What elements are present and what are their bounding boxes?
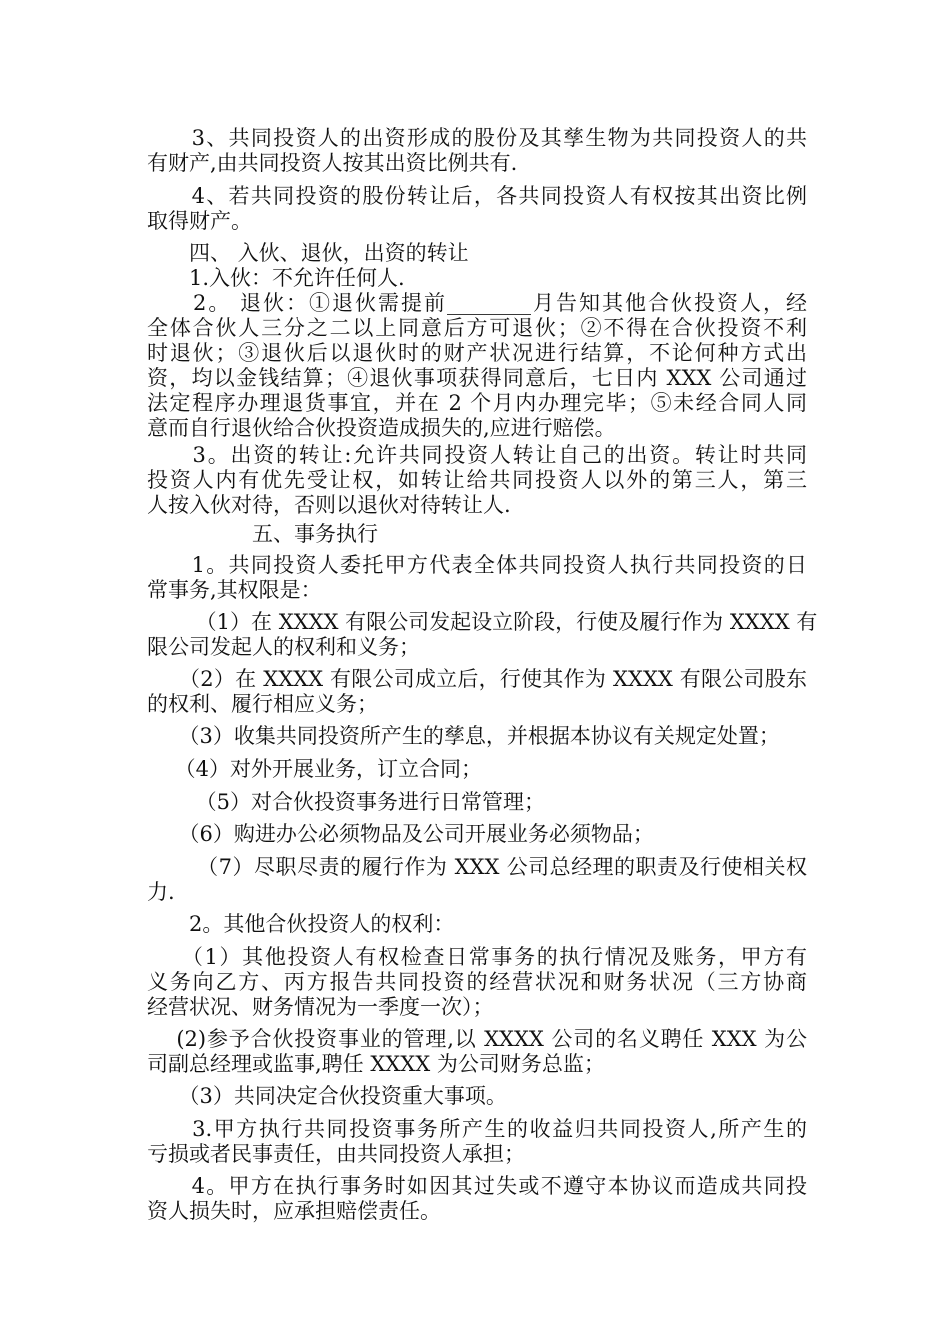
text-line: （5）对合伙投资事务进行日常管理； (147, 790, 546, 814)
text-line: 3、共同投资人的出资形成的股份及其孳生物为共同投资人的共 (147, 126, 807, 150)
paragraph (147, 291, 807, 441)
paragraph (147, 443, 807, 518)
paragraph (147, 945, 807, 1020)
paragraph (147, 126, 807, 176)
text-line: 的权利、履行相应义务； (147, 692, 378, 716)
paragraph (147, 266, 807, 291)
text-line: 司副总经理或监事,聘任 XXXX 为公司财务总监； (147, 1052, 605, 1076)
text-line: 3。出资的转让:允许共同投资人转让自己的出资。转让时共同 (147, 443, 807, 467)
text-line: 4。甲方在执行事务时如因其过失或不遵守本协议而造成共同投 (147, 1174, 807, 1198)
text-line: 1.入伙：不允许任何人. (147, 266, 405, 290)
text-line: （3）收集共同投资所产生的孳息，并根据本协议有关规定处置； (147, 724, 780, 748)
paragraph (147, 667, 807, 717)
text-line: 人按入伙对待，否则以退伙对待转让人. (147, 493, 511, 517)
text-line: 2。其他合伙投资人的权利： (147, 912, 455, 936)
paragraph (147, 184, 807, 234)
text-line: （3）共同决定合伙投资重大事项。 (147, 1084, 507, 1108)
text-line: 有财产,由共同投资人按其出资比例共有. (147, 151, 518, 175)
text-line: 2。 退伙：①退伙需提前________月告知其他合伙投资人，经 (147, 291, 807, 315)
text-line: 全体合伙人三分之二以上同意后方可退伙；②不得在合伙投资不利 (147, 316, 807, 340)
text-line: 取得财产。 (147, 209, 252, 233)
paragraph (147, 553, 807, 603)
text-line: 义务向乙方、丙方报告共同投资的经营状况和财务状况（三方协商 (147, 970, 807, 994)
text-line: 4、若共同投资的股份转让后，各共同投资人有权按其出资比例 (147, 184, 807, 208)
text-line: 经营状况、财务情况为一季度一次）； (147, 995, 494, 1019)
paragraph (147, 1174, 807, 1224)
paragraph (147, 724, 807, 749)
paragraph (147, 1084, 807, 1109)
text-line: 资人损失时，应承担赔偿责任。 (147, 1199, 441, 1223)
paragraph (147, 757, 807, 782)
text-line: （7）尽职尽责的履行作为 XXX 公司总经理的职责及行使相关权 (147, 855, 807, 879)
text-line: 1。共同投资人委托甲方代表全体共同投资人执行共同投资的日 (147, 553, 807, 577)
text-line: 五、事务执行 (147, 522, 378, 546)
text-line: 3.甲方执行共同投资事务所产生的收益归共同投资人,所产生的 (147, 1117, 807, 1141)
text-line: 常事务,其权限是： (147, 578, 322, 602)
paragraph (147, 912, 807, 937)
text-line: 四、 入伙、退伙，出资的转让 (147, 241, 469, 265)
paragraph (147, 790, 807, 815)
text-line: 投资人内有优先受让权，如转让给共同投资人以外的第三人，第三 (147, 468, 807, 492)
paragraph (147, 855, 807, 905)
text-line: 限公司发起人的权利和义务； (147, 635, 420, 659)
text-line: 时退伙；③退伙后以退伙时的财产状况进行结算，不论何种方式出 (147, 341, 807, 365)
text-line: （1）在 XXXX 有限公司发起设立阶段，行使及履行作为 XXXX 有 (147, 610, 818, 634)
text-line: (2)参予合伙投资事业的管理,以 XXXX 公司的名义聘任 XXX 为公 (147, 1027, 807, 1051)
text-line: （4）对外开展业务，订立合同； (147, 757, 483, 781)
text-line: 法定程序办理退货事宜，并在 2 个月内办理完毕；⑤未经合同人同 (147, 391, 807, 415)
paragraph (147, 241, 807, 266)
paragraph (147, 1027, 807, 1077)
text-line: 意而自行退伙给合伙投资造成损失的,应进行赔偿。 (147, 416, 616, 440)
text-line: 力. (147, 880, 175, 904)
text-line: 亏损或者民事责任，由共同投资人承担； (147, 1142, 525, 1166)
text-line: （1）其他投资人有权检查日常事务的执行情况及账务，甲方有 (147, 945, 807, 969)
paragraph (147, 522, 807, 547)
paragraph (147, 822, 807, 847)
text-line: 资，均以金钱结算；④退伙事项获得同意后，七日内 XXX 公司通过 (147, 366, 807, 390)
paragraph (147, 610, 818, 660)
paragraph (147, 1117, 807, 1167)
text-line: （6）购进办公必须物品及公司开展业务必须物品； (147, 822, 654, 846)
text-line: （2）在 XXXX 有限公司成立后，行使其作为 XXXX 有限公司股东 (147, 667, 807, 691)
